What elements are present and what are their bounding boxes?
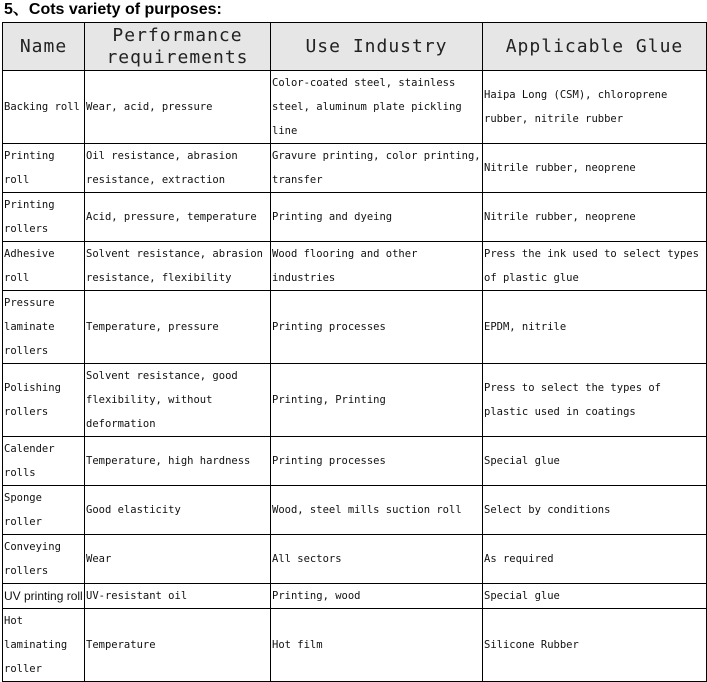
table-row (3, 486, 707, 535)
cell-performance: Temperature, high hardness (85, 437, 271, 486)
table-row (3, 584, 707, 609)
cell-glue: Press the ink used to select types of plastic glue (483, 242, 707, 291)
cell-glue: Press to select the types of plastic used in coatings (483, 364, 707, 437)
table-row (3, 291, 707, 364)
cots-table (2, 22, 707, 682)
cell-industry: All sectors (271, 535, 483, 584)
cell-name: Adhesive roll (3, 242, 85, 291)
cell-name: Printing roll (3, 144, 85, 193)
table-row (3, 609, 707, 682)
header-industry: Use Industry (271, 23, 483, 71)
cell-glue: Haipa Long (CSM), chloroprene rubber, nitrile rubber (483, 71, 707, 144)
cell-industry: Printing, Printing (271, 364, 483, 437)
cell-name: Hot laminating roller (3, 609, 85, 682)
cell-industry: Printing processes (271, 437, 483, 486)
cell-industry: Gravure printing, color printing, transfer (271, 144, 483, 193)
cell-industry: Printing processes (271, 291, 483, 364)
table-row (3, 193, 707, 242)
header-glue: Applicable Glue (483, 23, 707, 71)
cell-name: Backing roll (3, 71, 85, 144)
cell-industry: Hot film (271, 609, 483, 682)
cell-performance: UV-resistant oil (85, 584, 271, 609)
table-row (3, 535, 707, 584)
cell-industry: Color-coated steel, stainless steel, aluminum plate pickling line (271, 71, 483, 144)
cell-performance: Acid, pressure, temperature (85, 193, 271, 242)
cell-performance: Solvent resistance, good flexibility, without deformation (85, 364, 271, 437)
cell-glue: Special glue (483, 437, 707, 486)
cell-industry: Wood, steel mills suction roll (271, 486, 483, 535)
cell-performance: Temperature, pressure (85, 291, 271, 364)
cell-glue: Nitrile rubber, neoprene (483, 144, 707, 193)
header-name: Name (3, 23, 85, 71)
cell-industry: Printing and dyeing (271, 193, 483, 242)
cell-name: Polishing rollers (3, 364, 85, 437)
header-performance: Performance requirements (85, 23, 271, 71)
table-row (3, 364, 707, 437)
section-title: 5、Cots variety of purposes: (4, 1, 222, 18)
cell-glue: Silicone Rubber (483, 609, 707, 682)
cell-name: Pressure laminate rollers (3, 291, 85, 364)
cell-industry: Wood flooring and other industries (271, 242, 483, 291)
table-row (3, 71, 707, 144)
cell-glue: EPDM, nitrile (483, 291, 707, 364)
cell-performance: Wear (85, 535, 271, 584)
table-row (3, 144, 707, 193)
table-row (3, 437, 707, 486)
cell-glue: Select by conditions (483, 486, 707, 535)
cell-glue: As required (483, 535, 707, 584)
cell-performance: Good elasticity (85, 486, 271, 535)
cell-performance: Temperature (85, 609, 271, 682)
cell-performance: Oil resistance, abrasion resistance, extraction (85, 144, 271, 193)
cell-industry: Printing, wood (271, 584, 483, 609)
cell-name: Calender rolls (3, 437, 85, 486)
table-header-row (3, 23, 707, 71)
cell-name: UV printing roll (3, 584, 85, 609)
cell-glue: Nitrile rubber, neoprene (483, 193, 707, 242)
cell-performance: Solvent resistance, abrasion resistance, flexibility (85, 242, 271, 291)
cell-name: Conveying rollers (3, 535, 85, 584)
cell-name: Printing rollers (3, 193, 85, 242)
cell-performance: Wear, acid, pressure (85, 71, 271, 144)
cell-name: Sponge roller (3, 486, 85, 535)
table-row (3, 242, 707, 291)
cell-glue: Special glue (483, 584, 707, 609)
